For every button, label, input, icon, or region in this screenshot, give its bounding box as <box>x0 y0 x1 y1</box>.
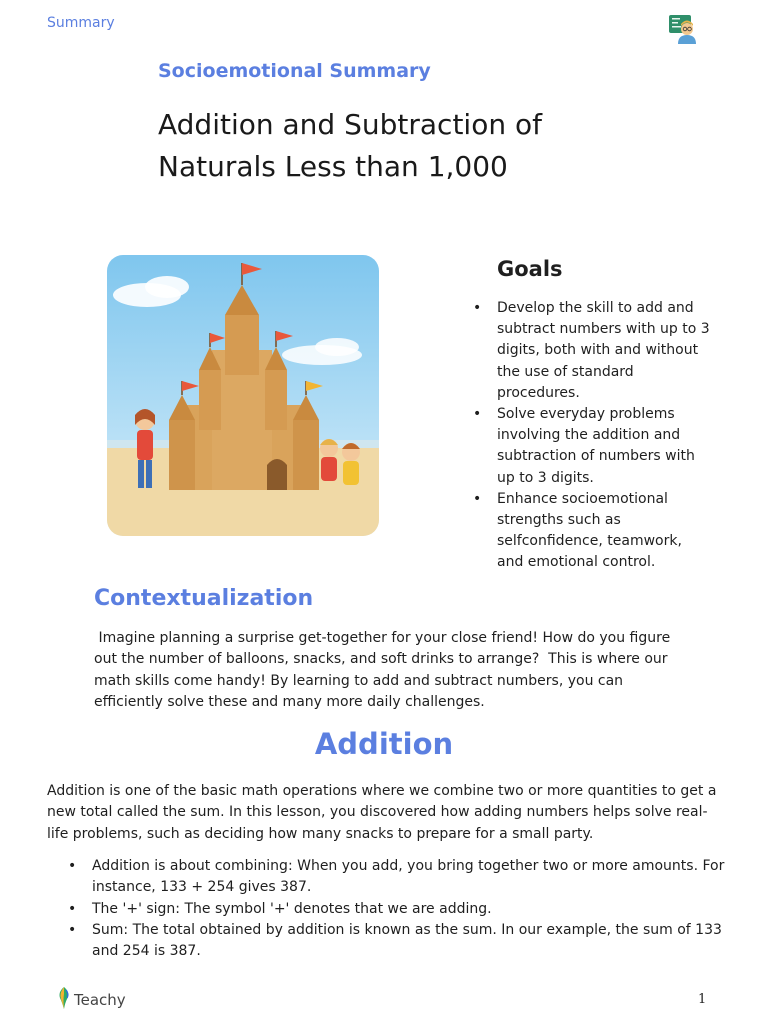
contextualization-text: Imagine planning a surprise get-together for your close friend! How do you figure out the number of balloons, snacks, and soft drinks to arrange? This is where our math skills come handy! By learning to add and subtract numbers, you can efficiently solve these and many more daily challenges. <box>94 630 675 710</box>
addition-list <box>66 856 730 962</box>
summary-link[interactable]: Summary <box>47 15 115 31</box>
page-title: Addition and Subtraction of Naturals Less than 1,000 <box>158 108 542 183</box>
addition-heading: Addition <box>314 727 454 761</box>
teachy-brand: Teachy <box>74 991 126 1009</box>
list-item: • Sum: The total obtained by addition is known as the sum. In our example, the sum of 133 and 254 is 387. <box>66 920 730 963</box>
list-item: • Addition is about combining: When you add, you bring together two or more amounts. For instance, 133 + 254 gives 387. <box>66 856 730 899</box>
list-item: • Develop the skill to add and subtract numbers with up to 3 digits, both with and without the use of standard procedures. <box>471 298 711 404</box>
list-item: • Enhance socioemotional strengths such as selfconfidence, teamwork, and emotional control. <box>471 489 711 574</box>
summary-kicker: Socioemotional Summary <box>158 60 431 82</box>
contextualization-heading: Contextualization <box>94 586 314 611</box>
teacher-icon <box>668 14 696 44</box>
list-item: • Solve everyday problems involving the addition and subtraction of numbers with up to 3 digits. <box>471 404 711 489</box>
goals-heading: Goals <box>497 257 563 281</box>
sandcastle-illustration <box>107 255 379 536</box>
teachy-logo <box>57 986 126 1014</box>
list-item: • The '+' sign: The symbol '+' denotes that we are adding. <box>66 899 730 920</box>
addition-text: Addition is one of the basic math operations where we combine two or more quantities to get a new total called the sum. In this lesson, you discovered how adding numbers helps solve real-life problems, such as deciding how many snacks to prepare for a small party. <box>47 783 717 842</box>
teachy-logo-icon <box>57 986 71 1014</box>
goals-list <box>471 298 711 574</box>
page-number: 1 <box>698 992 707 1007</box>
